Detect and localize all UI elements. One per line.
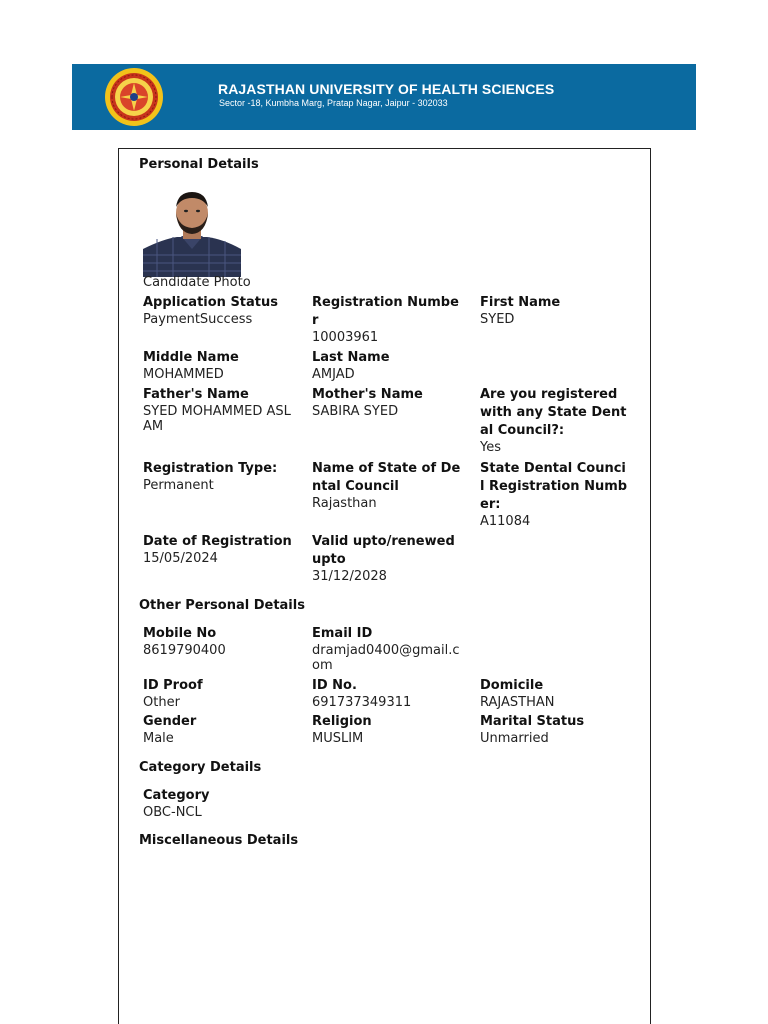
- field-label: Middle Name: [143, 350, 239, 365]
- field-domicile: [480, 677, 630, 710]
- miscellaneous-details-heading: Miscellaneous Details: [139, 833, 299, 848]
- field-value: A11084: [480, 514, 531, 529]
- field-value: Unmarried: [480, 731, 549, 746]
- field-value: SABIRA SYED: [312, 404, 399, 419]
- field-value: 8619790400: [143, 643, 226, 658]
- field-value: dramjad0400@gmail.com: [312, 643, 460, 673]
- field-value: RAJASTHAN: [480, 695, 555, 710]
- field-state-of-dental-council: [312, 460, 462, 511]
- field-last-name: [312, 349, 462, 382]
- field-label: Last Name: [312, 350, 390, 365]
- field-state-dental-council-registration-number: [480, 460, 630, 529]
- field-value: 10003961: [312, 330, 379, 345]
- field-label: Application Status: [143, 295, 279, 310]
- field-religion: [312, 713, 462, 746]
- field-value: Yes: [480, 440, 501, 455]
- field-label: Gender: [143, 714, 197, 729]
- field-mobile-no: [143, 625, 293, 658]
- application-details-card: [118, 148, 651, 1024]
- university-address: Sector -18, Kumbha Marg, Pratap Nagar, Jaipur - 302033: [219, 98, 448, 108]
- field-label: ID Proof: [143, 678, 203, 693]
- field-value: 691737349311: [312, 695, 412, 710]
- field-valid-upto: [312, 533, 462, 584]
- field-value: MUSLIM: [312, 731, 364, 746]
- field-value: OBC-NCL: [143, 805, 202, 820]
- field-value: PaymentSuccess: [143, 312, 253, 327]
- field-value: SYED: [480, 312, 515, 327]
- header-banner: [72, 64, 696, 130]
- field-label: Religion: [312, 714, 372, 729]
- field-date-of-registration: [143, 533, 293, 566]
- field-mothers-name: [312, 386, 462, 419]
- field-marital-status: [480, 713, 630, 746]
- field-first-name: [480, 294, 630, 327]
- university-seal-icon: [102, 67, 166, 127]
- field-middle-name: [143, 349, 293, 382]
- field-registration-number: [312, 294, 462, 345]
- field-label: Date of Registration: [143, 534, 292, 549]
- field-value: Male: [143, 731, 174, 746]
- field-label: ID No.: [312, 678, 357, 693]
- field-id-proof: [143, 677, 293, 710]
- university-name: RAJASTHAN UNIVERSITY OF HEALTH SCIENCES: [218, 81, 555, 97]
- field-label: Valid upto/renewed upto: [312, 534, 455, 567]
- field-label: Name of State of Dental Council: [312, 461, 461, 494]
- field-label: Marital Status: [480, 714, 585, 729]
- field-value: 31/12/2028: [312, 569, 387, 584]
- other-personal-details-heading: Other Personal Details: [139, 598, 305, 613]
- field-label: Registration Type:: [143, 461, 278, 476]
- field-label: Category: [143, 788, 210, 803]
- field-value: Permanent: [143, 478, 214, 493]
- field-state-dental-council-registered: [480, 386, 630, 455]
- field-gender: [143, 713, 293, 746]
- field-label: Are you registered with any State Dental Council?:: [480, 387, 627, 438]
- field-category: [143, 787, 293, 820]
- field-value: AMJAD: [312, 367, 355, 382]
- field-label: Email ID: [312, 626, 373, 641]
- field-label: Father's Name: [143, 387, 249, 402]
- field-value: Other: [143, 695, 180, 710]
- field-value: 15/05/2024: [143, 551, 218, 566]
- field-label: First Name: [480, 295, 561, 310]
- field-email-id: [312, 625, 462, 673]
- candidate-photo-caption: Candidate Photo: [143, 275, 251, 290]
- field-label: Domicile: [480, 678, 544, 693]
- candidate-photo: [143, 189, 241, 277]
- field-value: MOHAMMED: [143, 367, 224, 382]
- field-label: Mother's Name: [312, 387, 423, 402]
- field-application-status: [143, 294, 293, 327]
- category-details-heading: Category Details: [139, 760, 262, 775]
- field-value: Rajasthan: [312, 496, 377, 511]
- field-label: State Dental Council Registration Number:: [480, 461, 628, 512]
- field-label: Registration Number: [312, 295, 459, 328]
- field-id-no: [312, 677, 462, 710]
- field-label: Mobile No: [143, 626, 217, 641]
- field-registration-type: [143, 460, 293, 493]
- field-fathers-name: [143, 386, 293, 434]
- field-value: SYED MOHAMMED ASLAM: [143, 404, 291, 434]
- personal-details-heading: Personal Details: [139, 157, 259, 172]
